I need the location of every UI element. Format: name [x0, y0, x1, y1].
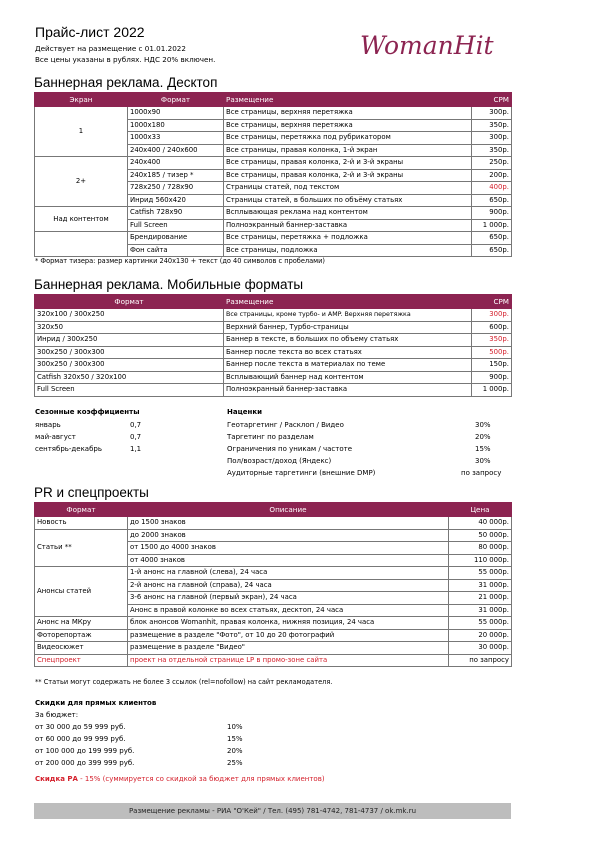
screen-cell: 2+ — [35, 157, 128, 207]
page-title: Прайс-лист 2022 — [35, 24, 145, 40]
description-cell: блок анонсов Womanhit, правая колонка, нижняя позиция, 24 часа — [128, 617, 449, 630]
placement-cell: Все страницы, правая колонка, 2-й и 3-й экраны — [224, 169, 472, 182]
placement-cell: Полноэкранный баннер-заставка — [224, 219, 472, 232]
price-cell: по запросу — [449, 654, 512, 667]
format-cell: Видеосюжет — [35, 642, 128, 655]
cpm-cell: 150р. — [472, 359, 512, 372]
validity-note: Действует на размещение с 01.01.2022 — [35, 44, 186, 53]
markup-value: 30% — [475, 457, 491, 465]
discount-label: от 60 000 до 99 999 руб. — [35, 735, 126, 743]
price-cell: 21 000р. — [449, 592, 512, 605]
format-cell: Full Screen — [128, 219, 224, 232]
format-cell: 1000x33 — [128, 132, 224, 145]
format-cell: 300x250 / 300x300 — [35, 346, 224, 359]
format-cell: Фон сайта — [128, 244, 224, 257]
placement-cell: Верхний баннер, Турбо-страницы — [224, 321, 472, 334]
table-row — [35, 334, 512, 347]
table-row — [35, 107, 512, 120]
format-cell: Catfish 320x50 / 320x100 — [35, 371, 224, 384]
table-row — [35, 567, 512, 580]
placement-cell: Все страницы, правая колонка, 2-й и 3-й экраны — [224, 157, 472, 170]
cpm-cell: 350р. — [472, 144, 512, 157]
cpm-cell: 400р. — [472, 182, 512, 195]
screen-cell — [35, 232, 128, 257]
cpm-cell: 900р. — [472, 371, 512, 384]
table-row — [35, 207, 512, 220]
placement-cell: Страницы статей, в больших по объёму статьях — [224, 194, 472, 207]
table-row — [35, 384, 512, 397]
mobile-section-title: Баннерная реклама. Мобильные форматы — [34, 277, 304, 292]
description-cell: 2-й анонс на главной (справа), 24 часа — [128, 579, 449, 592]
seasonal-label: январь — [35, 421, 61, 429]
price-cell: 31 000р. — [449, 604, 512, 617]
price-cell: 30 000р. — [449, 642, 512, 655]
price-cell: 55 000р. — [449, 567, 512, 580]
markup-value: 20% — [475, 433, 491, 441]
agency-discount — [35, 775, 325, 783]
cpm-cell: 1 000р. — [472, 219, 512, 232]
placement-cell: Все страницы, верхняя перетяжка — [224, 107, 472, 120]
markup-label: Ограничения по уникам / частоте — [227, 445, 353, 453]
format-cell: Анонс на МКру — [35, 617, 128, 630]
description-cell: от 4000 знаков — [128, 554, 449, 567]
format-cell: Инрид 560x420 — [128, 194, 224, 207]
cpm-cell: 650р. — [472, 194, 512, 207]
teaser-footnote: * Формат тизера: размер картинки 240x130 + текст (до 40 символов с пробелами) — [35, 257, 326, 265]
mobile-table — [34, 294, 512, 397]
table-row — [35, 629, 512, 642]
seasonal-value: 1,1 — [130, 445, 142, 453]
format-cell: 240x185 / тизер * — [128, 169, 224, 182]
description-cell: 3-6 анонс на главной (первый экран), 24 часа — [128, 592, 449, 605]
placement-cell: Полноэкранный баннер-заставка — [224, 384, 472, 397]
seasonal-title: Сезонные коэффициенты — [35, 408, 140, 416]
format-cell: 240x400 — [128, 157, 224, 170]
format-cell: Catfish 728x90 — [128, 207, 224, 220]
discount-value: 15% — [227, 735, 243, 743]
discount-value: 10% — [227, 723, 243, 731]
cpm-cell: 600р. — [472, 321, 512, 334]
seasonal-label: май-август — [35, 433, 76, 441]
womanhit-logo — [358, 26, 518, 64]
placement-cell: Баннер после текста в материалах по теме — [224, 359, 472, 372]
cpm-cell: 350р. — [472, 119, 512, 132]
format-cell: Спецпроект — [35, 654, 128, 667]
format-cell: Full Screen — [35, 384, 224, 397]
table-row — [35, 346, 512, 359]
format-cell: 1000x90 — [128, 107, 224, 120]
discount-label: от 30 000 до 59 999 руб. — [35, 723, 126, 731]
price-cell: 40 000р. — [449, 517, 512, 530]
seasonal-value: 0,7 — [130, 421, 142, 429]
desktop-table — [34, 92, 512, 257]
format-cell: 320x100 / 300x250 — [35, 309, 224, 322]
desktop-header-row — [35, 93, 512, 107]
cpm-cell: 300р. — [472, 309, 512, 322]
col-placement: Размещение — [224, 93, 472, 107]
price-cell: 50 000р. — [449, 529, 512, 542]
discount-label: от 100 000 до 199 999 руб. — [35, 747, 135, 755]
table-row — [35, 517, 512, 530]
description-cell: размещение в разделе "Видео" — [128, 642, 449, 655]
col-format: Формат — [35, 295, 224, 309]
placement-cell: Всплывающая реклама над контентом — [224, 207, 472, 220]
markups-title: Наценки — [227, 408, 263, 416]
format-cell: Фоторепортаж — [35, 629, 128, 642]
col-price: Цена — [449, 503, 512, 517]
cpm-cell: 300р. — [472, 107, 512, 120]
description-cell: проект на отдельной странице LP в промо-зоне сайта — [128, 654, 449, 667]
description-cell: до 2000 знаков — [128, 529, 449, 542]
markup-label: Пол/возраст/доход (Яндекс) — [227, 457, 332, 465]
table-row — [35, 232, 512, 245]
discounts-title: Скидки для прямых клиентов — [35, 699, 157, 707]
format-cell: Инрид / 300x250 — [35, 334, 224, 347]
placement-cell: Все страницы, верхняя перетяжка — [224, 119, 472, 132]
col-description: Описание — [128, 503, 449, 517]
price-cell: 20 000р. — [449, 629, 512, 642]
description-cell: размещение в разделе "Фото", от 10 до 20 фотографий — [128, 629, 449, 642]
col-format: Формат — [128, 93, 224, 107]
format-cell: Статьи ** — [35, 529, 128, 567]
markup-value: 15% — [475, 445, 491, 453]
placement-cell: Страницы статей, под текстом — [224, 182, 472, 195]
format-cell: 300x250 / 300x300 — [35, 359, 224, 372]
table-row — [35, 617, 512, 630]
description-cell: 1-й анонс на главной (слева), 24 часа — [128, 567, 449, 580]
cpm-cell: 350р. — [472, 334, 512, 347]
format-cell: Новость — [35, 517, 128, 530]
agency-discount-label: Скидка РА — [35, 775, 78, 783]
price-cell: 80 000р. — [449, 542, 512, 555]
price-cell: 31 000р. — [449, 579, 512, 592]
cpm-cell: 650р. — [472, 244, 512, 257]
format-cell: 728x250 / 728x90 — [128, 182, 224, 195]
screen-cell: Над контентом — [35, 207, 128, 232]
desktop-section-title: Баннерная реклама. Десктоп — [34, 75, 218, 90]
format-cell: Брендирование — [128, 232, 224, 245]
logo-text: WomanHit — [360, 31, 494, 60]
col-placement: Размещение — [224, 295, 472, 309]
placement-cell: Все страницы, кроме турбо- и AMP. Верхняя перетяжка — [224, 309, 472, 322]
cpm-cell: 300р. — [472, 132, 512, 145]
col-screen: Экран — [35, 93, 128, 107]
markup-label: Геотаргетинг / Расклоп / Видео — [227, 421, 344, 429]
description-cell: Анонс в правой колонке во всех статьях, десктоп, 24 часа — [128, 604, 449, 617]
placement-cell: Все страницы, перетяжка под рубрикатором — [224, 132, 472, 145]
markup-label: Таргетинг по разделам — [227, 433, 314, 441]
discounts-subtitle: За бюджет: — [35, 711, 79, 719]
description-cell: до 1500 знаков — [128, 517, 449, 530]
placement-cell: Все страницы, правая колонка, 1-й экран — [224, 144, 472, 157]
cpm-cell: 200р. — [472, 169, 512, 182]
agency-discount-text: - 15% (суммируется со скидкой за бюджет для прямых клиентов) — [77, 775, 325, 783]
format-cell: 240x400 / 240x600 — [128, 144, 224, 157]
screen-cell: 1 — [35, 107, 128, 157]
table-row — [35, 309, 512, 322]
col-cpm: CPM — [472, 93, 512, 107]
price-cell: 55 000р. — [449, 617, 512, 630]
table-row — [35, 529, 512, 542]
markup-value: по запросу — [461, 469, 502, 477]
col-cpm: CPM — [472, 295, 512, 309]
mobile-header-row — [35, 295, 512, 309]
table-row — [35, 642, 512, 655]
markup-label: Аудиторные таргетинги (внешние DMP) — [227, 469, 376, 477]
format-cell: Анонсы статей — [35, 567, 128, 617]
cpm-cell: 1 000р. — [472, 384, 512, 397]
placement-cell: Баннер в тексте, в больших по объему статьях — [224, 334, 472, 347]
table-row — [35, 157, 512, 170]
table-row — [35, 321, 512, 334]
placement-cell: Все страницы, подложка — [224, 244, 472, 257]
discount-value: 20% — [227, 747, 243, 755]
placement-cell: Всплывающий баннер над контентом — [224, 371, 472, 384]
cpm-cell: 900р. — [472, 207, 512, 220]
cpm-cell: 250р. — [472, 157, 512, 170]
cpm-cell: 650р. — [472, 232, 512, 245]
placement-cell: Баннер после текста во всех статьях — [224, 346, 472, 359]
cpm-cell: 500р. — [472, 346, 512, 359]
col-format: Формат — [35, 503, 128, 517]
discount-label: от 200 000 до 399 999 руб. — [35, 759, 135, 767]
pr-header-row — [35, 503, 512, 517]
format-cell: 1000x180 — [128, 119, 224, 132]
contact-footer: Размещение рекламы - РИА "О'Кей" / Тел. (495) 781-4742, 781-4737 / ok.mk.ru — [34, 803, 511, 819]
pr-section-title: PR и спецпроекты — [34, 485, 149, 500]
table-row — [35, 359, 512, 372]
description-cell: от 1500 до 4000 знаков — [128, 542, 449, 555]
seasonal-value: 0,7 — [130, 433, 142, 441]
markup-value: 30% — [475, 421, 491, 429]
table-row — [35, 371, 512, 384]
placement-cell: Все страницы, перетяжка + подложка — [224, 232, 472, 245]
seasonal-label: сентябрь-декабрь — [35, 445, 102, 453]
articles-footnote: ** Статьи могут содержать не более 3 ссылок (rel=nofollow) на сайт рекламодателя. — [35, 678, 333, 686]
price-cell: 110 000р. — [449, 554, 512, 567]
format-cell: 320x50 — [35, 321, 224, 334]
pr-table — [34, 502, 512, 667]
vat-note: Все цены указаны в рублях. НДС 20% включен. — [35, 55, 216, 64]
table-row — [35, 654, 512, 667]
discount-value: 25% — [227, 759, 243, 767]
